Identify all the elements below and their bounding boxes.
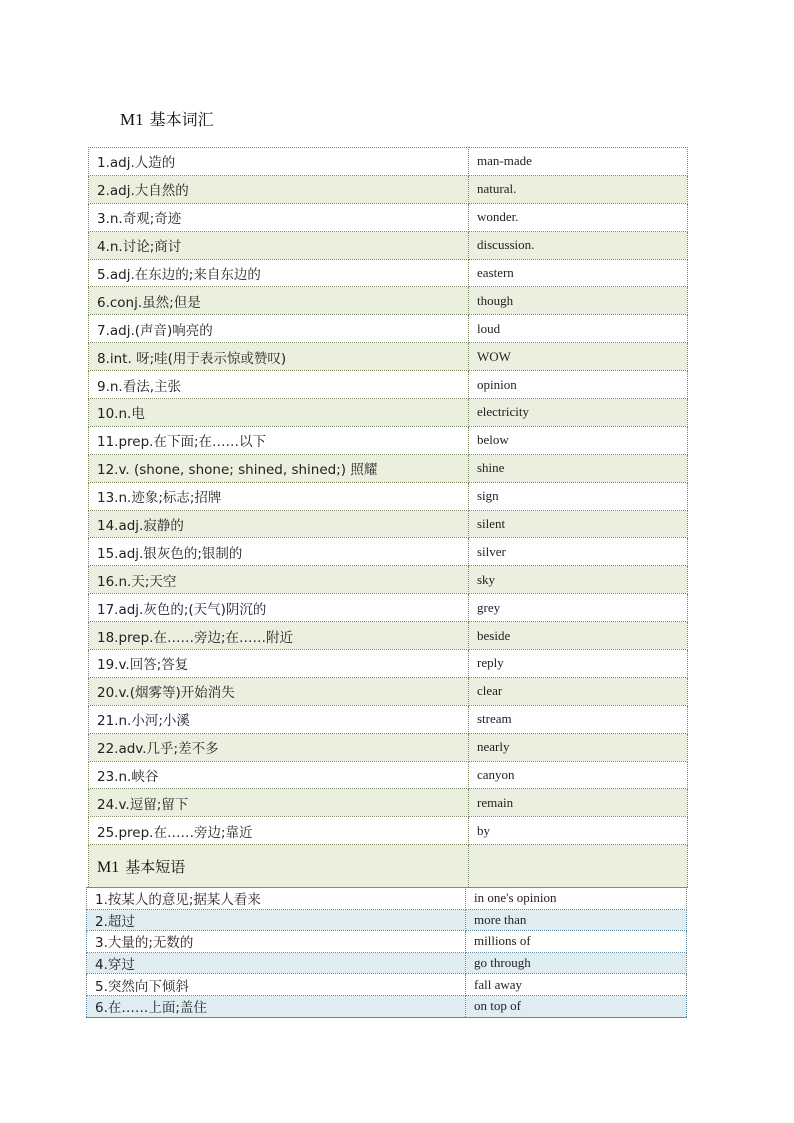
term-chinese: 4.穿过 <box>87 952 466 974</box>
phrases-heading <box>89 845 469 888</box>
phrase-row <box>87 952 687 974</box>
term-chinese: 13.n.迹象;标志;招牌 <box>89 482 469 510</box>
term-english: canyon <box>469 761 688 789</box>
term-chinese: 5.突然向下倾斜 <box>87 974 466 996</box>
vocabulary-row <box>89 594 688 622</box>
vocabulary-row <box>89 482 688 510</box>
vocabulary-row <box>89 259 688 287</box>
term-chinese: 3.n.奇观;奇迹 <box>89 203 469 231</box>
term-english: clear <box>469 677 688 705</box>
term-english: discussion. <box>469 231 688 259</box>
empty-cell <box>469 845 688 888</box>
vocabulary-row <box>89 287 688 315</box>
term-english: go through <box>466 952 687 974</box>
term-chinese: 2.超过 <box>87 909 466 931</box>
term-english: though <box>469 287 688 315</box>
term-chinese: 19.v.回答;答复 <box>89 650 469 678</box>
phrases-heading-row <box>89 845 688 888</box>
term-english: silent <box>469 510 688 538</box>
term-english: fall away <box>466 974 687 996</box>
vocabulary-row <box>89 650 688 678</box>
vocabulary-row <box>89 175 688 203</box>
term-chinese: 7.adj.(声音)响亮的 <box>89 315 469 343</box>
term-chinese: 5.adj.在东边的;来自东边的 <box>89 259 469 287</box>
term-english: grey <box>469 594 688 622</box>
vocabulary-row <box>89 371 688 399</box>
term-english: nearly <box>469 733 688 761</box>
vocabulary-row <box>89 148 688 176</box>
vocabulary-row <box>89 789 688 817</box>
vocabulary-row <box>89 454 688 482</box>
term-chinese: 9.n.看法,主张 <box>89 371 469 399</box>
term-chinese: 8.int. 呀;哇(用于表示惊或赞叹) <box>89 343 469 371</box>
vocabulary-heading-code: M1 <box>120 110 144 129</box>
phrase-row <box>87 888 687 910</box>
term-english: by <box>469 817 688 845</box>
term-chinese: 12.v. (shone, shone; shined, shined;) 照耀 <box>89 454 469 482</box>
term-chinese: 16.n.天;天空 <box>89 566 469 594</box>
phrases-table <box>86 887 687 1018</box>
term-chinese: 10.n.电 <box>89 399 469 427</box>
vocabulary-row <box>89 761 688 789</box>
term-english: beside <box>469 622 688 650</box>
term-english: natural. <box>469 175 688 203</box>
term-chinese: 4.n.讨论;商讨 <box>89 231 469 259</box>
vocabulary-row <box>89 705 688 733</box>
term-chinese: 22.adv.几乎;差不多 <box>89 733 469 761</box>
vocabulary-row <box>89 538 688 566</box>
term-english: loud <box>469 315 688 343</box>
phrase-row <box>87 931 687 953</box>
term-english: man-made <box>469 148 688 176</box>
term-chinese: 15.adj.银灰色的;银制的 <box>89 538 469 566</box>
term-chinese: 6.在……上面;盖住 <box>87 995 466 1017</box>
vocabulary-row <box>89 399 688 427</box>
term-english: WOW <box>469 343 688 371</box>
term-english: electricity <box>469 399 688 427</box>
term-english: sign <box>469 482 688 510</box>
term-english: on top of <box>466 995 687 1017</box>
term-chinese: 24.v.逗留;留下 <box>89 789 469 817</box>
term-chinese: 1.adj.人造的 <box>89 148 469 176</box>
phrase-row <box>87 974 687 996</box>
term-english: opinion <box>469 371 688 399</box>
term-english: wonder. <box>469 203 688 231</box>
term-chinese: 25.prep.在……旁边;靠近 <box>89 817 469 845</box>
term-chinese: 14.adj.寂静的 <box>89 510 469 538</box>
term-chinese: 1.按某人的意见;据某人看来 <box>87 888 466 910</box>
term-english: reply <box>469 650 688 678</box>
phrases-heading-title: 基本短语 <box>125 857 186 876</box>
vocabulary-row <box>89 510 688 538</box>
term-english: millions of <box>466 931 687 953</box>
term-english: in one's opinion <box>466 888 687 910</box>
phrase-row <box>87 995 687 1017</box>
vocabulary-row <box>89 231 688 259</box>
term-english: sky <box>469 566 688 594</box>
vocabulary-row <box>89 343 688 371</box>
term-chinese: 3.大量的;无数的 <box>87 931 466 953</box>
vocabulary-row <box>89 426 688 454</box>
term-chinese: 2.adj.大自然的 <box>89 175 469 203</box>
term-chinese: 23.n.峡谷 <box>89 761 469 789</box>
vocabulary-row <box>89 203 688 231</box>
vocabulary-row <box>89 733 688 761</box>
phrase-row <box>87 909 687 931</box>
term-english: stream <box>469 705 688 733</box>
term-chinese: 18.prep.在……旁边;在……附近 <box>89 622 469 650</box>
term-chinese: 11.prep.在下面;在……以下 <box>89 426 469 454</box>
term-english: below <box>469 426 688 454</box>
vocabulary-row <box>89 566 688 594</box>
term-chinese: 20.v.(烟雾等)开始消失 <box>89 677 469 705</box>
vocabulary-row <box>89 817 688 845</box>
term-english: remain <box>469 789 688 817</box>
vocabulary-row <box>89 315 688 343</box>
vocabulary-heading-title: 基本词汇 <box>149 110 214 129</box>
term-english: eastern <box>469 259 688 287</box>
term-chinese: 6.conj.虽然;但是 <box>89 287 469 315</box>
term-chinese: 17.adj.灰色的;(天气)阴沉的 <box>89 594 469 622</box>
vocabulary-row <box>89 677 688 705</box>
term-english: more than <box>466 909 687 931</box>
phrases-heading-code: M1 <box>97 858 120 876</box>
term-english: shine <box>469 454 688 482</box>
vocabulary-heading <box>120 107 214 130</box>
term-chinese: 21.n.小河;小溪 <box>89 705 469 733</box>
term-english: silver <box>469 538 688 566</box>
vocabulary-row <box>89 622 688 650</box>
vocabulary-table <box>88 147 688 888</box>
